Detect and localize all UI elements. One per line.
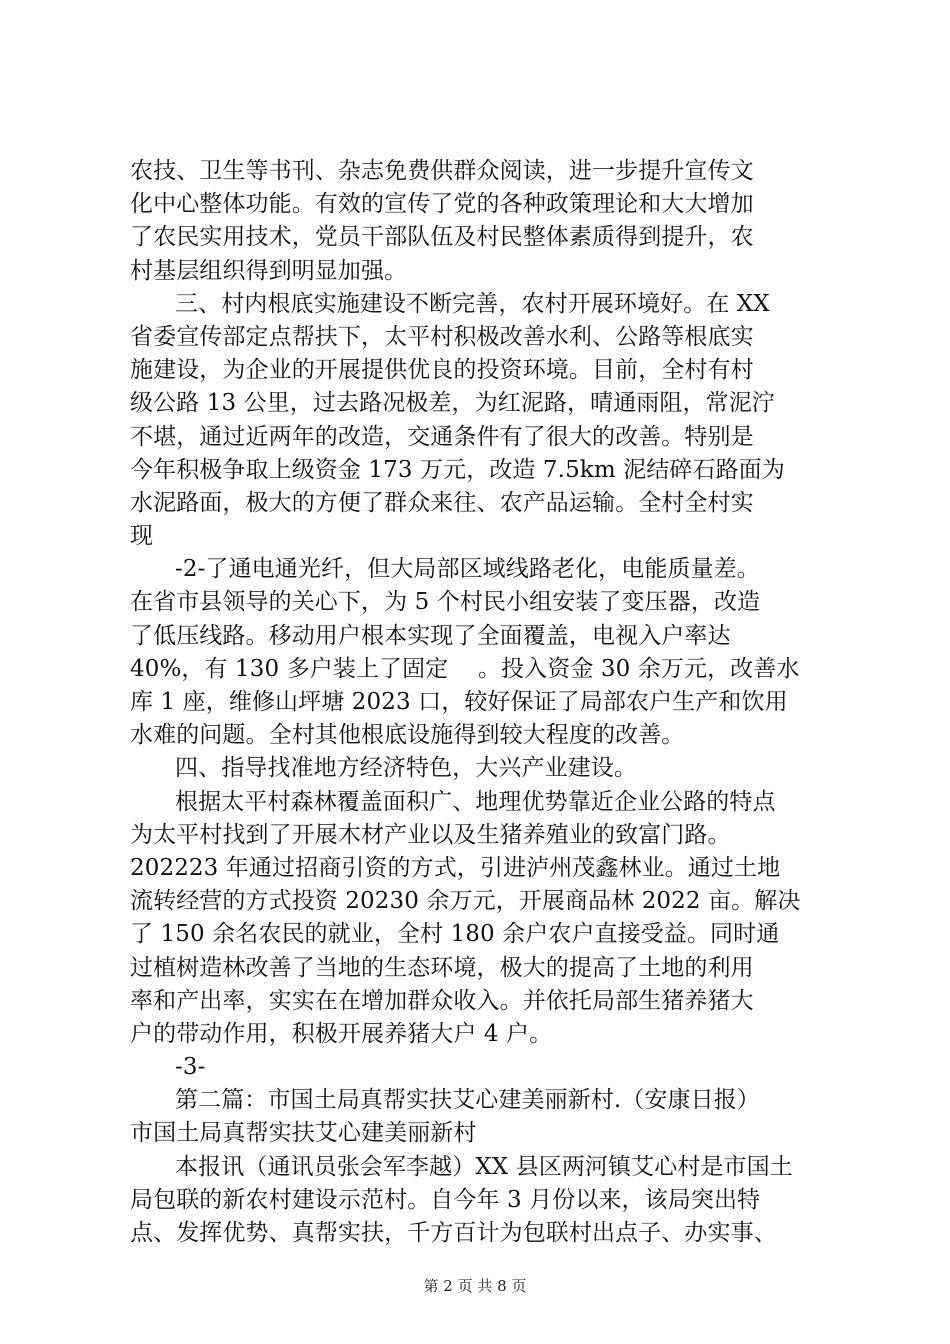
text-line: 村基层组织得到明显加强。 [130,257,408,284]
text-line: 点、发挥优势、真帮实扶，千方百计为包联村出点子、办实事、 [130,1220,777,1246]
text-line: 施建设，为企业的开展提供优良的投资环境。目前，全村有村 [130,357,754,384]
text-line: 过植树造林改善了当地的生态环境，极大的提高了土地的利用 [130,954,754,981]
page-footer: 第 2 页 共 8 页 [423,1277,527,1295]
text-line: 根据太平村森林覆盖面积广、地理优势靠近企业公路的特点 [175,788,776,815]
text-line: 现 [130,523,154,550]
text-line: 局包联的新农村建设示范村。自今年 3 月份以来，该局突出特 [130,1186,761,1213]
text-line: 库 1 座，维修山坪塘 2023 口，较好保证了局部农户生产和饮用 [130,689,788,715]
text-line: 农技、卫生等书刊、杂志免费供群众阅读，进一步提升宣传文 [130,158,754,184]
text-line: 了农民实用技术，党员干部队伍及村民整体素质得到提升，农 [130,224,754,251]
text-line: -2-了通电通光纤，但大局部区域线路老化，电能质量差。 [175,556,760,583]
text-line: 水泥路面，极大的方便了群众来往、农产品运输。全村全村实 [130,489,754,516]
text-line: 不堪，通过近两年的改造，交通条件有了很大的改善。特别是 [130,423,754,450]
text-line: -3- [175,1054,206,1081]
text-line: 为太平村找到了开展木材产业以及生猪养殖业的致富门路。 [130,821,731,848]
text-line: 40%，有 130 多户装上了固定 。投入资金 30 余万元，改善水 [130,655,800,682]
text-line: 省委宣传部定点帮扶下，太平村积极改善水利、公路等根底实 [130,323,754,350]
text-line: 四、指导找准地方经济特色，大兴产业建设。 [175,755,637,782]
text-line: 流转经营的方式投资 20230 余万元，开展商品林 2022 亩。解决 [130,888,801,915]
text-line: 市国土局真帮实扶艾心建美丽新村 [130,1120,477,1147]
text-line: 了低压线路。移动用户根本实现了全面覆盖，电视入户率达 [130,622,731,649]
text-line: 第二篇：市国土局真帮实扶艾心建美丽新村.（安康日报） [175,1087,760,1114]
text-line: 本报讯（通讯员张会军李越）XX 县区两河镇艾心村是市国土 [175,1153,793,1180]
text-line: 户的带动作用，积极开展养猪大户 4 户。 [130,1020,553,1047]
text-line: 202223 年通过招商引资的方式，引进泸州茂鑫林业。通过土地 [130,854,781,881]
text-line: 三、村内根底实施建设不断完善，农村开展环境好。在 XX [175,290,770,317]
text-line: 了 150 余名农民的就业，全村 180 余户农户直接受益。同时通 [130,921,780,948]
text-line: 率和产出率，实实在在增加群众收入。并依托局部生猪养猪大 [130,987,754,1014]
text-line: 在省市县领导的关心下，为 5 个村民小组安装了变压器，改造 [130,589,761,616]
text-line: 今年积极争取上级资金 173 万元，改造 7.5km 泥结碎石路面为 [130,456,785,483]
text-line: 级公路 13 公里，过去路况极差，为红泥路，晴通雨阻，常泥泞 [130,390,775,417]
text-line: 水难的问题。全村其他根底设施得到较大程度的改善。 [130,722,685,749]
text-line: 化中心整体功能。有效的宣传了党的各种政策理论和大大增加 [130,191,754,218]
document-body [130,155,850,1250]
